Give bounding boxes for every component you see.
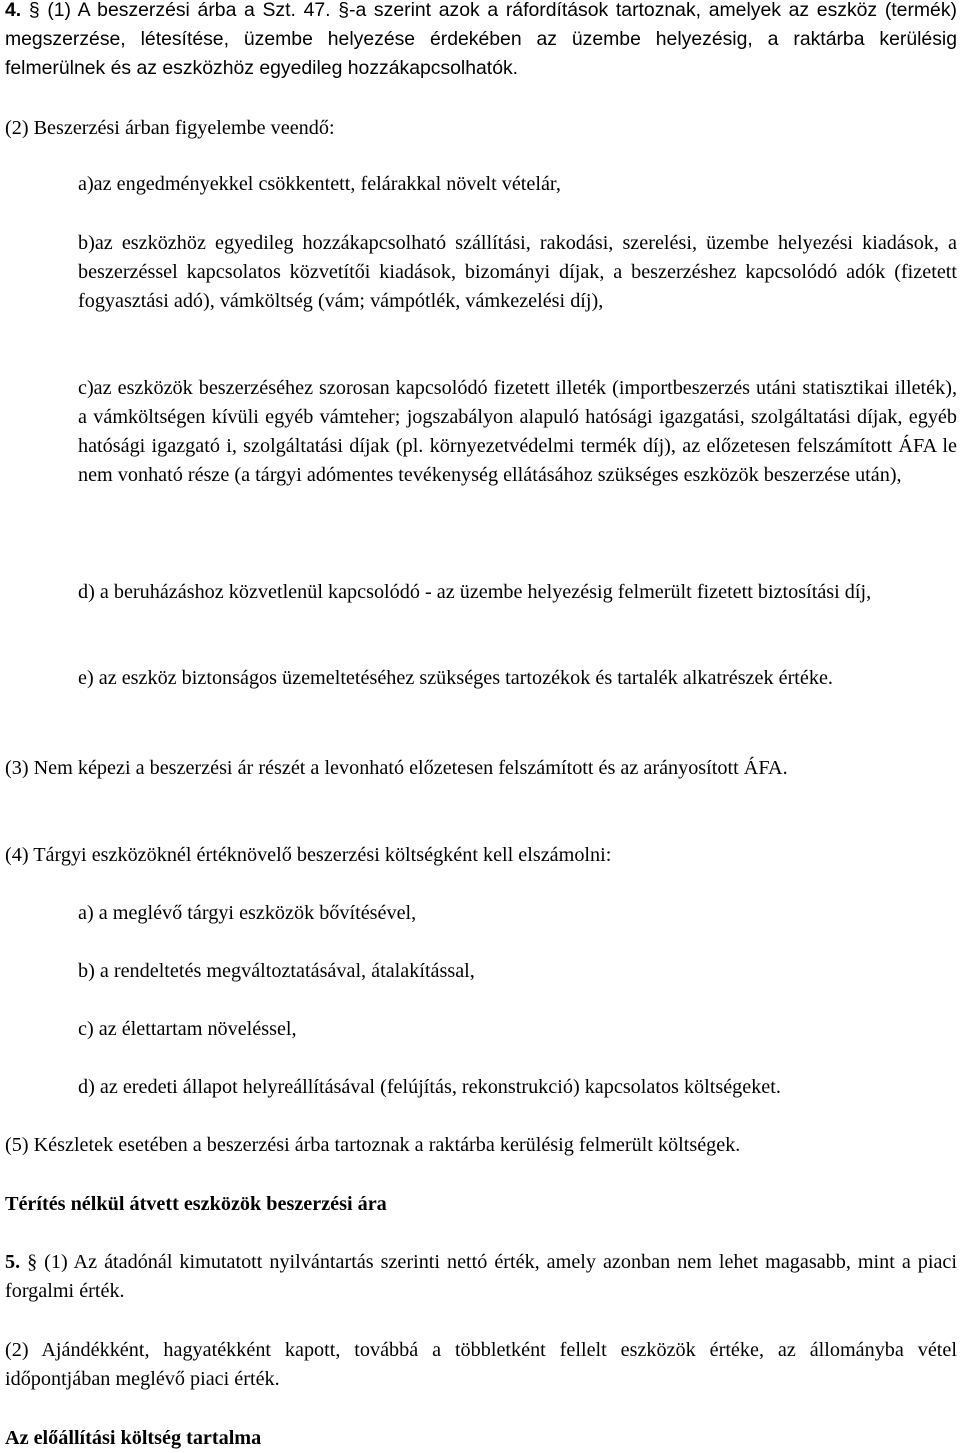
list-item-c: c)az eszközök beszerzéséhez szorosan kapcsolódó fizetett illeték (importbeszerzés utáni statisztikai illeték), a vámköltségen kívüli egyéb vámteher; jogszabályon alapuló hatósági igazgatási, szolgáltatási díjak, egyéb hatósági igazgató i, szolgáltatási díjak (pl. környezetvédelmi termék díj), az előzetesen felszámított ÁFA le nem vonható része (a tárgyi adómentes tevékenység ellátásához szükséges eszközök beszerzése után), [78,377,957,486]
list-item-4a: a) a meglévő tárgyi eszközök bővítésével, [78,902,417,924]
section-number: 5. [5,1251,21,1273]
section-5-paragraph-2: (2) Ajándékként, hagyatékként kapott, továbbá a többletként fellelt eszközök értéke, az állományba vétel időpontjában meglévő piaci érték. [5,1339,957,1390]
section-4-paragraph-3: (3) Nem képezi a beszerzési ár részét a levonható előzetesen felszámított és az arányosított ÁFA. [5,757,788,779]
list-item-4d: d) az eredeti állapot helyreállításával (felújítás, rekonstrukció) kapcsolatos költségeket. [78,1076,781,1098]
section-number: 4. [5,0,22,21]
section-heading: Térítés nélkül átvett eszközök beszerzési ára [5,1193,387,1215]
section-4-paragraph-2: (2) Beszerzési árban figyelembe veendő: [5,117,335,139]
section-4-paragraph-5: (5) Készletek esetében a beszerzési árba tartoznak a raktárba kerülésig felmerült költségek. [5,1134,741,1156]
list-item-4b: b) a rendeltetés megváltoztatásával, átalakítással, [78,960,475,982]
section-heading: Az előállítási költség tartalma [5,1427,262,1449]
list-item-b: b)az eszközhöz egyedileg hozzákapcsolható szállítási, rakodási, szerelési, üzembe helyezési kiadások, a beszerzéssel kapcsolatos közvetítői kiadások, bizományi díjak, a beszerzéshez kapcsolódó adók (fizetett fogyasztási adó), vámköltség (vám; vámpótlék, vámkezelési díj), [78,232,957,312]
section-4-paragraph-4: (4) Tárgyi eszközöknél értéknövelő beszerzési költségként kell elszámolni: [5,844,612,866]
section-4-paragraph-1 [5,0,957,83]
list-item-d: d) a beruházáshoz közvetlenül kapcsolódó - az üzembe helyezésig felmerült fizetett biztosítási díj, [78,581,872,603]
list-item-a: a)az engedményekkel csökkentett, felárakkal növelt vételár, [78,173,561,195]
paragraph-text: § (1) A beszerzési árba a Szt. 47. §-a szerint azok a ráfordítások tartoznak, amelyek az eszköz (termék) megszerzése, létesítése, üzembe helyezése érdekében az üzembe helyezésig, a raktárba kerülésig felmerülnek és az eszközhöz egyedileg hozzákapcsolhatók. [5,0,957,79]
section-5-paragraph-1 [5,1248,957,1306]
paragraph-text: § (1) Az átadónál kimutatott nyilvántartás szerinti nettó érték, amely azonban nem lehet magasabb, mint a piaci forgalmi érték. [5,1251,957,1302]
list-item-e: e) az eszköz biztonságos üzemeltetéséhez szükséges tartozékok és tartalék alkatrészek értéke. [78,667,833,689]
list-item-4c: c) az élettartam növeléssel, [78,1018,297,1040]
